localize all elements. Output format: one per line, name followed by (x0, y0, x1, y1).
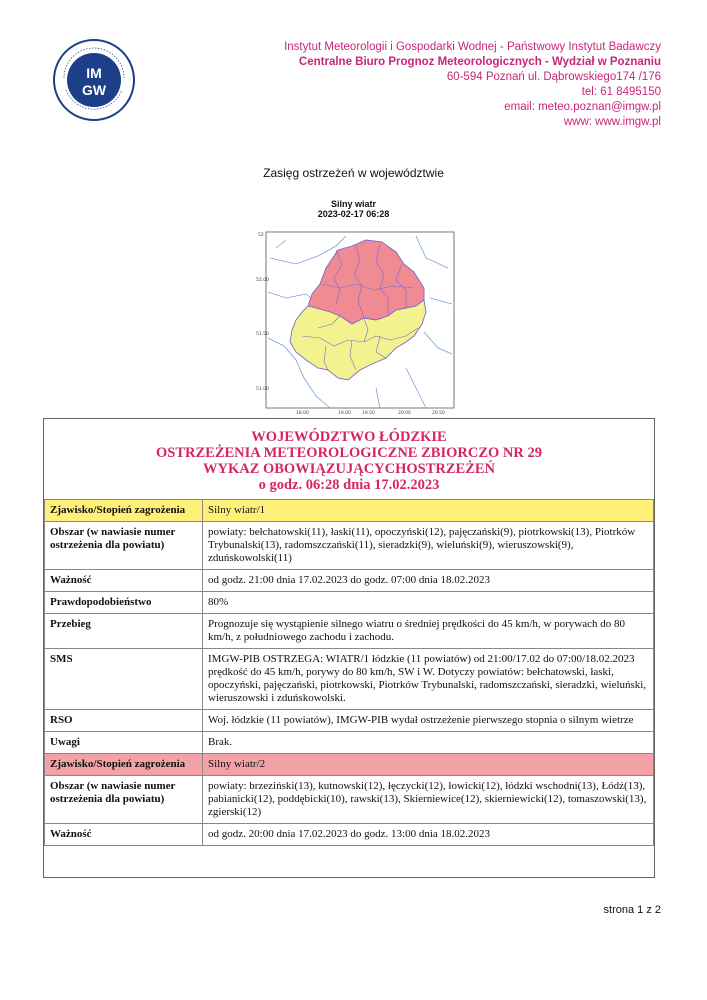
row-label: Zjawisko/Stopień zagrożenia (45, 754, 203, 776)
y-tick-label: 51.00 (256, 387, 269, 392)
row-label: Uwagi (45, 732, 203, 754)
bulletin-time: o godz. 06:28 dnia 17.02.2023 (258, 477, 440, 493)
y-tick-label: 51.50 (256, 332, 269, 337)
warning2-area-row (45, 776, 654, 824)
x-tick-label: 20.50 (432, 411, 445, 414)
warnings-table (44, 499, 654, 846)
bureau-name: Centralne Biuro Prognoz Meteorologicznych - Wydział w Poznaniu (298, 56, 661, 68)
map-title: Zasięg ostrzeżeń w województwie (263, 166, 444, 180)
row-value: od godz. 21:00 dnia 17.02.2023 do godz. 07:00 dnia 18.02.2023 (203, 570, 654, 592)
row-label: Przebieg (45, 614, 203, 649)
map-datetime: 2023-02-17 06:28 (317, 209, 390, 219)
row-value: powiaty: bełchatowski(11), łaski(11), opoczyński(12), pajęczański(9), piotrkowski(13), Piotrków Trybunalski(13), radomszczański(11), sieradzki(9), wieluński(9), wieruszowski(9), zduńskowolski(11) (203, 522, 654, 570)
warning1-validity-row (45, 570, 654, 592)
svg-text:IM: IM (86, 65, 102, 81)
email: email: meteo.poznan@imgw.pl (504, 101, 661, 113)
institute-name: Instytut Meteorologii i Gospodarki Wodnej - Państwowy Instytut Badawczy (284, 41, 661, 53)
row-label: SMS (45, 649, 203, 710)
svg-text:GW: GW (81, 82, 107, 98)
x-tick-label: 19.00 (338, 411, 351, 414)
row-value: Silny wiatr/2 (203, 754, 654, 776)
row-value: IMGW-PIB OSTRZEGA: WIATR/1 łódzkie (11 powiatów) od 21:00/17.02 do 07:00/18.02.2023 prędkość do 45 km/h, porywy do 80 km/h, SW i W. Dotyczy powiatów: bełchatowski, łaski, opoczyński, pajęczański, piotrkowski, Piotrków Trybunalski, radomszczański, sieradzki, wieluński, wieruszowski i zduńskowolski. (203, 649, 654, 710)
x-tick-label: 20.00 (398, 411, 411, 414)
warning1-probability-row (45, 592, 654, 614)
row-value: powiaty: brzeziński(13), kutnowski(12), łęczycki(12), łowicki(12), łódzki wschodni(13), Łódź(13), pabianicki(12), poddębicki(10), rawski(13), Skierniewice(12), skierniewicki(12), tomaszowski(13), zgierski(12) (203, 776, 654, 824)
website: www: www.imgw.pl (563, 116, 661, 128)
bulletin-title (44, 419, 654, 493)
warning2-validity-row (45, 824, 654, 846)
row-label: Prawdopodobieństwo (45, 592, 203, 614)
page-number: strona 1 z 2 (603, 904, 661, 916)
map-subtitle: Silny wiatr (330, 199, 376, 209)
phone: tel: 61 8495150 (581, 86, 661, 98)
row-label: Ważność (45, 824, 203, 846)
warning1-course-row (45, 614, 654, 649)
warning1-phenomenon-row (45, 500, 654, 522)
warning2-phenomenon-row (45, 754, 654, 776)
address: 60-594 Poznań ul. Dąbrowskiego174 /176 (446, 71, 661, 83)
row-value: Woj. łódzkie (11 powiatów), IMGW-PIB wydał ostrzeżenie pierwszego stopnia o silnym wietrze (203, 710, 654, 732)
row-label: Obszar (w nawiasie numer ostrzeżenia dla powiatu) (45, 522, 203, 570)
y-tick-label: 52 (258, 233, 264, 238)
warning1-area-row (45, 522, 654, 570)
row-value: Prognozuje się wystąpienie silnego wiatru o średniej prędkości do 45 km/h, w porywach do 80 km/h, z południowego zachodu i zachodu. (203, 614, 654, 649)
voivodeship-title: WOJEWÓDZTWO ŁÓDZKIE (251, 429, 447, 445)
row-label: Ważność (45, 570, 203, 592)
warning-map (256, 228, 456, 414)
row-label: RSO (45, 710, 203, 732)
warning-bulletin (43, 418, 655, 878)
row-value: od godz. 20:00 dnia 17.02.2023 do godz. 13:00 dnia 18.02.2023 (203, 824, 654, 846)
warning1-notes-row (45, 732, 654, 754)
row-value: Brak. (203, 732, 654, 754)
x-tick-label: 19.50 (362, 411, 375, 414)
bulletin-number: OSTRZEŻENIA METEOROLOGICZNE ZBIORCZO NR 29 (156, 445, 542, 461)
imgw-logo (52, 38, 136, 122)
row-value: Silny wiatr/1 (203, 500, 654, 522)
y-tick-label: 52.00 (256, 278, 269, 283)
row-label: Zjawisko/Stopień zagrożenia (45, 500, 203, 522)
bulletin-list-title: WYKAZ OBOWIĄZUJĄCYCHOSTRZEŻEŃ (202, 461, 496, 477)
institute-header (284, 40, 661, 130)
x-tick-label: 18.00 (296, 411, 309, 414)
row-label: Obszar (w nawiasie numer ostrzeżenia dla powiatu) (45, 776, 203, 824)
warning1-sms-row (45, 649, 654, 710)
warning1-rso-row (45, 710, 654, 732)
row-value: 80% (203, 592, 654, 614)
